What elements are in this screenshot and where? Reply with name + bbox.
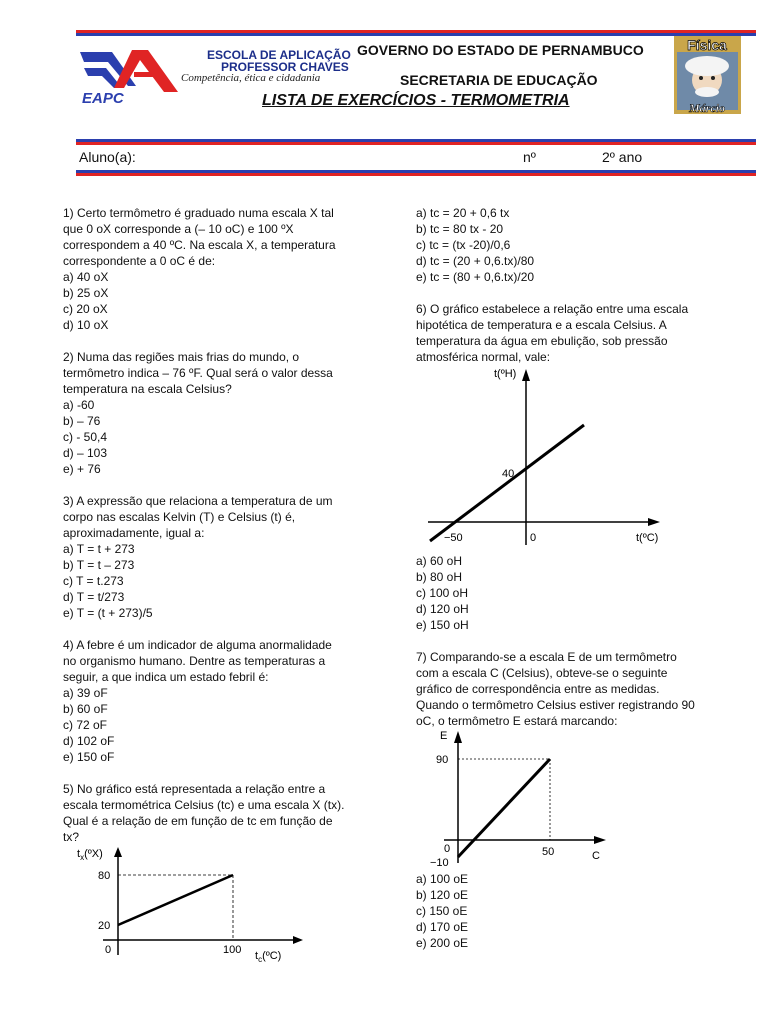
- school-motto: Competência, ética e cidadania: [181, 72, 321, 84]
- answer-option: b) 25 oX: [63, 286, 109, 300]
- question-7: [416, 649, 756, 951]
- question-text-line: no organismo humano. Dentre as temperaturas a: [63, 654, 326, 668]
- question-text-line: 7) Comparando-se a escala E de um termômetro: [416, 650, 677, 664]
- q5-xlabel: $t_c(ºC)$: [255, 950, 282, 964]
- question-text-line: escala termométrica Celsius (tc) e uma escala X (tx).: [63, 798, 345, 812]
- answer-option: c) 150 oE: [416, 904, 468, 918]
- q6-line: [430, 425, 584, 541]
- question-5-options: [416, 205, 756, 285]
- question-text-line: seguir, a que indica um estado febril é:: [63, 670, 269, 684]
- q7-y-arrow: [454, 731, 462, 743]
- answer-option: c) T = t.273: [63, 574, 124, 588]
- question-text-line: Quando o termômetro Celsius estiver registrando 90: [416, 698, 695, 712]
- answer-option: d) 102 oF: [63, 734, 115, 748]
- answer-option: b) 120 oE: [416, 888, 469, 902]
- fisica-badge: [674, 36, 741, 114]
- question-text-line: 1) Certo termômetro é graduado numa escala X tal: [63, 206, 334, 220]
- logo-text: EAPC: [82, 90, 124, 106]
- school-name: [207, 49, 351, 73]
- student-grade-label: 2º ano: [602, 149, 643, 165]
- q6-xlabel: t(ºC): [636, 532, 659, 544]
- question-2: [63, 349, 393, 477]
- q7-line: [458, 759, 550, 857]
- question-text-line: temperatura na escala Celsius?: [63, 382, 232, 396]
- page-title: LISTA DE EXERCÍCIOS - TERMOMETRIA: [262, 92, 570, 109]
- answer-option: d) 120 oH: [416, 602, 469, 616]
- q5-graph: [73, 847, 323, 967]
- q5-y-arrow: [114, 847, 122, 857]
- q7-graph: [418, 729, 638, 871]
- question-text-line: corpo nas escalas Kelvin (T) e Celsius (t) é,: [63, 510, 296, 524]
- q5-tick-80: 80: [98, 870, 111, 882]
- q6-tick-40: 40: [502, 468, 515, 480]
- question-1: [63, 205, 393, 333]
- eapc-logo: [78, 48, 184, 106]
- answer-option: a) 39 oF: [63, 686, 108, 700]
- q6-x-arrow: [648, 518, 660, 526]
- question-text-line: com a escala C (Celsius), obteve-se o seguinte: [416, 666, 668, 680]
- question-text-line: correspondente a 0 oC é de:: [63, 254, 216, 268]
- secretariat-heading: SECRETARIA DE EDUCAÇÃO: [400, 72, 598, 88]
- answer-option: e) tc = (80 + 0,6.tx)/20: [416, 270, 535, 284]
- badge-name: Márcio: [689, 101, 725, 114]
- question-text-line: que 0 oX corresponde a (– 10 oC) e 100 ºX: [63, 222, 294, 236]
- answer-option: c) 72 oF: [63, 718, 108, 732]
- answer-option: d) 10 oX: [63, 318, 109, 332]
- left-column: [63, 205, 393, 967]
- student-top-rule: [76, 139, 756, 145]
- answer-option: d) 170 oE: [416, 920, 469, 934]
- q5-tick-100: 100: [223, 944, 242, 956]
- question-5: [63, 781, 393, 967]
- answer-option: c) 100 oH: [416, 586, 469, 600]
- question-text-line: tx?: [63, 830, 80, 844]
- question-text-line: atmosférica normal, vale:: [416, 350, 551, 364]
- answer-option: b) 80 oH: [416, 570, 463, 584]
- question-text-line: 6) O gráfico estabelece a relação entre uma escala: [416, 302, 689, 316]
- q6-ylabel: t(ºH): [494, 368, 517, 380]
- student-name-label: Aluno(a):: [79, 149, 136, 165]
- q5-line: [118, 875, 233, 925]
- answer-option: d) – 103: [63, 446, 108, 460]
- question-text-line: 3) A expressão que relaciona a temperatura de um: [63, 494, 333, 508]
- question-text-line: temperatura da água em ebulição, sob pressão: [416, 334, 668, 348]
- q7-x-arrow: [594, 836, 606, 844]
- question-text-line: 5) No gráfico está representada a relação entre a: [63, 782, 326, 796]
- answer-option: a) T = t + 273: [63, 542, 135, 556]
- question-4: [63, 637, 393, 765]
- answer-option: c) tc = (tx -20)/0,6: [416, 238, 511, 252]
- answer-option: e) T = (t + 273)/5: [63, 606, 153, 620]
- answer-option: b) 60 oF: [63, 702, 108, 716]
- answer-option: c) - 50,4: [63, 430, 108, 444]
- question-text-line: correspondem a 40 ºC. Na escala X, a temperatura: [63, 238, 336, 252]
- question-text-line: hipotética de temperatura e a escala Celsius. A: [416, 318, 667, 332]
- question-text-line: 4) A febre é um indicador de alguma anormalidade: [63, 638, 332, 652]
- answer-option: a) 100 oE: [416, 872, 469, 886]
- answer-option: a) 60 oH: [416, 554, 463, 568]
- q6-tick-m50: −50: [444, 532, 463, 544]
- badge-title: Física: [687, 37, 727, 53]
- q7-tick-50: 50: [542, 846, 555, 858]
- answer-option: e) 200 oE: [416, 936, 469, 950]
- q7-tick-0: 0: [444, 843, 451, 855]
- answer-option: a) -60: [63, 398, 95, 412]
- answer-option: c) 20 oX: [63, 302, 108, 316]
- question-text-line: termômetro indica – 76 ºF. Qual será o valor dessa: [63, 366, 333, 380]
- question-text-line: 2) Numa das regiões mais frias do mundo, o: [63, 350, 300, 364]
- q6-graph: [420, 365, 670, 553]
- header-top-rule: [76, 30, 756, 36]
- answer-option: e) 150 oH: [416, 618, 469, 632]
- question-6: [416, 301, 756, 633]
- q6-y-arrow: [522, 369, 530, 381]
- school-name-line2: PROFESSOR CHAVES: [221, 60, 349, 74]
- question-text-line: aproximadamente, igual a:: [63, 526, 205, 540]
- answer-option: e) 150 oF: [63, 750, 115, 764]
- answer-option: b) T = t – 273: [63, 558, 135, 572]
- school-name-line1: ESCOLA DE APLICAÇÃO: [207, 48, 351, 62]
- answer-option: d) T = t/273: [63, 590, 125, 604]
- q5-tick-0: 0: [105, 944, 112, 956]
- question-3: [63, 493, 393, 621]
- student-bottom-rule: [76, 170, 756, 176]
- answer-option: b) tc = 80 tx - 20: [416, 222, 504, 236]
- q5-tick-20: 20: [98, 920, 111, 932]
- q5-ylabel: $t_x(ºX)$: [77, 848, 103, 862]
- q7-tick-m10: −10: [430, 857, 449, 869]
- government-heading: GOVERNO DO ESTADO DE PERNAMBUCO: [357, 42, 644, 58]
- answer-option: b) – 76: [63, 414, 101, 428]
- answer-option: a) tc = 20 + 0,6 tx: [416, 206, 510, 220]
- question-text-line: gráfico de correspondência entre as medidas.: [416, 682, 660, 696]
- q7-tick-90: 90: [436, 754, 449, 766]
- right-column: [416, 205, 756, 951]
- answer-option: e) + 76: [63, 462, 101, 476]
- student-number-label: nº: [523, 149, 536, 165]
- answer-option: d) tc = (20 + 0,6.tx)/80: [416, 254, 535, 268]
- q7-ylabel: E: [440, 730, 448, 742]
- answer-option: a) 40 oX: [63, 270, 109, 284]
- question-text-line: Qual é a relação de em função de tc em função de: [63, 814, 333, 828]
- q5-x-arrow: [293, 936, 303, 944]
- question-text-line: oC, o termômetro E estará marcando:: [416, 714, 618, 728]
- q6-tick-0: 0: [530, 532, 537, 544]
- q7-xlabel: C: [592, 850, 600, 862]
